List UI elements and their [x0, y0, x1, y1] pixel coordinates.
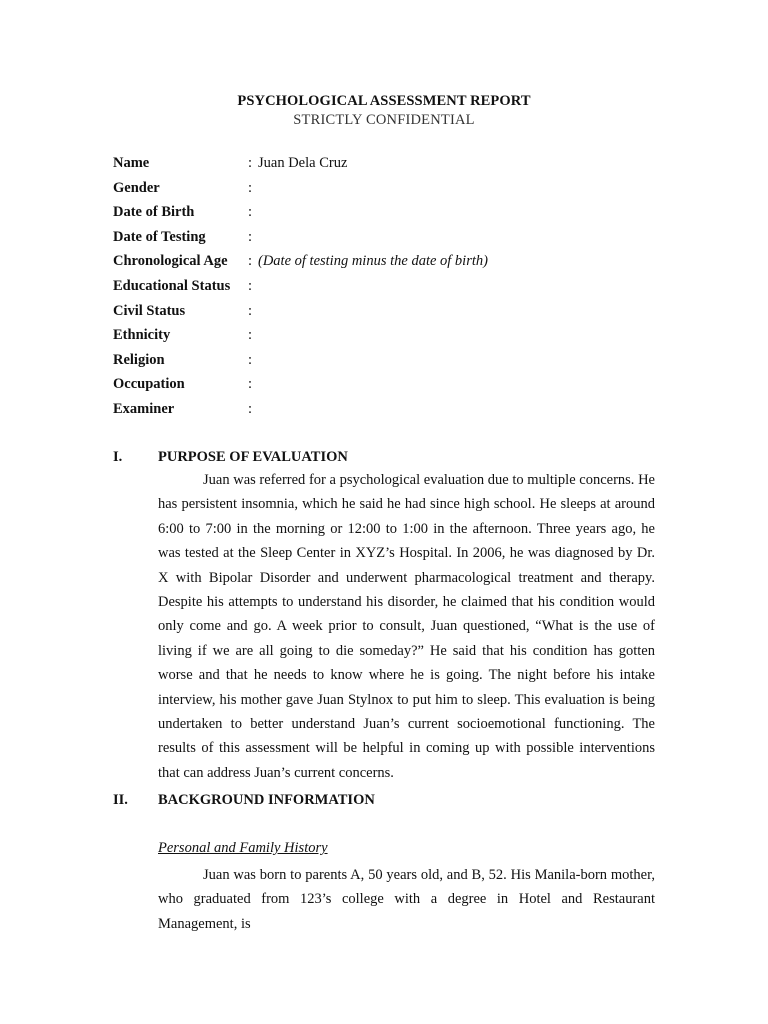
section-number: I. — [113, 449, 123, 465]
info-colon: : — [248, 351, 253, 368]
info-colon: : — [248, 204, 253, 221]
info-colon: : — [248, 376, 253, 393]
info-colon: : — [248, 228, 253, 245]
info-value: Juan Dela Cruz — [258, 155, 348, 171]
info-row-chronological-age — [113, 251, 488, 276]
purpose-paragraph: Juan was referred for a psychological evaluation due to multiple concerns. He has persistent insomnia, which he said he had since high school. He sleeps at around 6:00 to 7:00 in the morning or 12:00 to 1:00 in the afternoon. Three years ago, he was tested at the Sleep Center in XYZ’s Hospital. In 2006, he was diagnosed by Dr. X with Bipolar Disorder and underwent pharmacological treatment and therapy. Despite his attempts to understand his disorder, he claimed that his condition would only come and go. A week prior to consult, Juan questioned, “What is the use of living if we are all going to die someday?” He said that his condition has gotten worse and that he needs to know where he is going. The night before his intake interview, his mother gave Juan Stylnox to put him to sleep. This evaluation is being undertaken to better understand Juan’s current socioemotional functioning. The results of this assessment will be helpful in coming up with possible interventions that can address Juan’s current concerns. — [158, 472, 655, 781]
info-label: Civil Status — [113, 302, 186, 319]
subheading-personal-family-history: Personal and Family History — [158, 840, 328, 856]
info-colon: : — [248, 155, 253, 171]
info-row-examiner — [113, 399, 488, 424]
info-row-occupation — [113, 374, 488, 399]
background-paragraph: Juan was born to parents A, 50 years old, and B, 52. His Manila-born mother, who graduated from 123’s college with a degree in Hotel and Restaurant Management, is — [158, 867, 655, 932]
info-colon: : — [248, 253, 253, 270]
info-label: Date of Testing — [113, 228, 206, 245]
identifying-info-table — [113, 153, 488, 424]
info-label: Gender — [113, 179, 160, 196]
info-colon: : — [248, 327, 253, 344]
report-title: PSYCHOLOGICAL ASSESSMENT REPORT — [237, 93, 531, 109]
info-row-religion — [113, 350, 488, 375]
info-label: Ethnicity — [113, 327, 171, 344]
info-row-date-of-birth — [113, 202, 488, 227]
info-row-name — [113, 153, 488, 178]
section-number: II. — [113, 792, 128, 808]
info-colon: : — [248, 179, 253, 196]
info-colon: : — [248, 400, 253, 417]
section-title: PURPOSE OF EVALUATION — [158, 449, 348, 465]
info-colon: : — [248, 302, 253, 319]
info-value: (Date of testing minus the date of birth) — [258, 253, 488, 270]
section-title: BACKGROUND INFORMATION — [158, 792, 375, 808]
info-label: Chronological Age — [113, 253, 228, 270]
info-label: Name — [113, 155, 150, 171]
info-row-ethnicity — [113, 325, 488, 350]
info-row-date-of-testing — [113, 227, 488, 252]
info-label: Educational Status — [113, 277, 231, 294]
info-row-educational-status — [113, 276, 488, 301]
report-subtitle: STRICTLY CONFIDENTIAL — [293, 112, 475, 128]
info-label: Examiner — [113, 400, 175, 417]
info-label: Religion — [113, 351, 165, 368]
info-row-civil-status — [113, 301, 488, 326]
info-label: Date of Birth — [113, 204, 195, 221]
info-colon: : — [248, 277, 253, 294]
info-label: Occupation — [113, 376, 185, 393]
info-row-gender — [113, 178, 488, 203]
